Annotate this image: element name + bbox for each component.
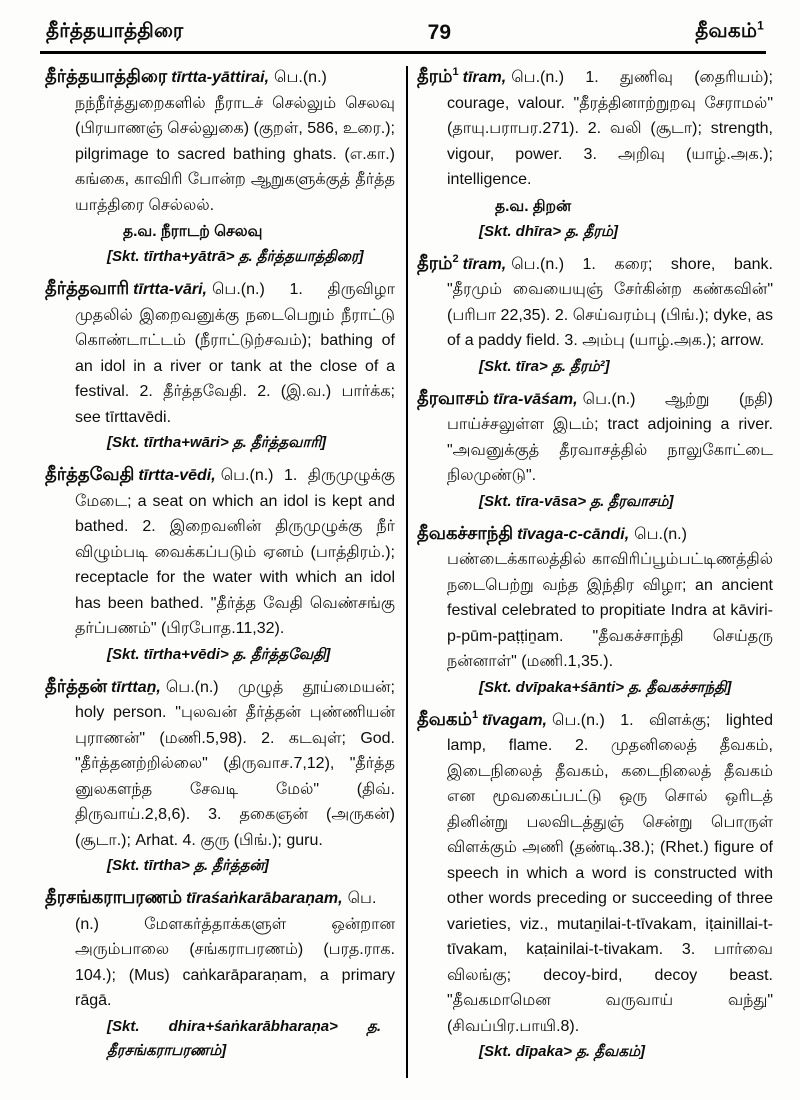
entry-definition — [417, 386, 773, 489]
entry-headword: தீர்த்தவாரி — [45, 278, 130, 298]
entry-etymology: [Skt. dhīra> த. தீரம்] — [479, 222, 618, 240]
entry-body-text: பெ.(n.) பண்டைக்காலத்தில் காவிரிப்பூம்பட்டிணத்தில் நடைபெற்று வந்த இந்திர விழா; an ancient festival celebrated to propitiate Indra at kāviri-p-pūm-paṭṭiṉam. "தீவகச்சாந்தி செய்தரு நன்னாள்" (மணி.1,35.). — [447, 525, 773, 670]
page-content — [45, 64, 773, 1078]
entry-headword: தீரவாசம் — [417, 387, 490, 408]
entry-etymology: [Skt. dvīpaka+śānti> த. தீவகச்சாந்தி] — [479, 678, 732, 696]
entry-tiravasam — [417, 386, 773, 514]
entry-body-text: பெ.(n.) 1. திருவிழா முதலில் இறைவனுக்கு நடைபெறும் நீராட்டு கொண்டாட்டம் (நீராட்டுற்சவம்); bathing of an idol in a river or tank at the close of a festival. 2. தீர்த்தவேதி. 2. (இ.வ.) பார்க்க; see tīrttavēdi. — [75, 281, 395, 426]
entry-tivagam-1 — [417, 707, 773, 1065]
entry-headword: தீர்த்தன் — [45, 675, 108, 696]
entry-body-text: பெ.(n.) முழுத் தூய்மையன்; holy person. "புலவன் தீர்த்தன் புண்ணியன் புராணன்" (மணி.5,98). 2. கடவுள்; God. "தீர்த்தனற்றில்லை" (திருவாச.7,12), "தீர்த்த னுலகளந்த சேவடி மேல்" (திவ். திருவாய்.2,8,6). 3. தகைஞன் (அருகன்) (சூடா.); Arhat. 4. குரு (பிங்.); guru. — [75, 678, 395, 849]
entry-tivagaccandi — [417, 521, 773, 700]
page-number: 79 — [427, 21, 452, 44]
entry-transliteration: tīraśaṅkarābaraṇam, — [186, 890, 343, 907]
entry-headword: தீர்த்தயாத்திரை — [45, 66, 168, 86]
header-guide-word-right-sup: 1 — [757, 18, 764, 33]
entry-etymology: [Skt. tīra-vāsa> த. தீரவாசம்] — [479, 492, 674, 510]
right-column — [417, 64, 773, 1078]
header-guide-word-right — [695, 20, 764, 45]
entry-etymology: [Skt. tīrtha+wāri> த. தீர்த்தவாரி] — [107, 434, 327, 451]
entry-tamil-equivalent: த.வ. திறன் — [495, 197, 572, 215]
header-rule — [40, 51, 766, 54]
entry-transliteration: tīrttaṉ, — [111, 678, 161, 696]
entry-tirttavari — [45, 276, 395, 455]
entry-headword: தீரம்$^1$ — [417, 66, 459, 86]
entry-headword: தீவகம்$^1$ — [417, 708, 479, 729]
entry-etymology: [Skt. tīrtha> த. தீர்த்தன்] — [107, 857, 269, 874]
header-guide-word-left: தீர்த்தயாத்திரை — [46, 20, 184, 42]
entry-definition — [45, 674, 395, 854]
entry-tirttavedi — [45, 462, 395, 667]
entry-transliteration: tīrtta-yāttirai, — [171, 69, 270, 86]
entry-tiram-2 — [417, 251, 773, 379]
entry-etymology: [Skt. dhira+śaṅkarābharaṇa> த. தீரசங்கராபரணம்] — [107, 1017, 381, 1059]
entry-transliteration: tīrtta-vāri, — [133, 281, 207, 298]
page-header — [46, 20, 764, 45]
entry-tirttayattirai — [45, 64, 395, 269]
entry-etymology: [Skt. tīra> த. தீரம்²] — [479, 357, 610, 375]
entry-transliteration: tīram, — [462, 255, 507, 273]
entry-body-text: பெ.(n.) 1. கரை; shore, bank. "தீரமும் வையையுஞ் சேர்கின்ற கண்கவின்" (பரிபா 22,35). 2. செய்வரம்பு (பிங்.); dyke, as of a paddy field. 3. அம்பு (யாழ்.அக.); arrow. — [447, 255, 773, 349]
entry-definition — [417, 251, 773, 354]
entry-definition — [45, 276, 395, 430]
entry-etymology: [Skt. dīpaka> த. தீவகம்] — [479, 1043, 646, 1060]
entry-transliteration: tīra-vāśam, — [493, 390, 578, 408]
entry-definition — [417, 64, 773, 193]
entry-body-text: பெ.(n.) மேளகர்த்தாக்களுள் ஒன்றான அரும்பாலை (சங்கராபரணம்) (பரத.ராக. 104.); (Mus) caṅkarāparaṇam, a primary rāgā. — [75, 890, 395, 1009]
entry-definition — [45, 64, 395, 218]
entry-etymology: [Skt. tīrtha+vēdi> த. தீர்த்தவேதி] — [107, 645, 331, 663]
entry-body-text: பெ.(n.) ஆற்று (நதி) பாய்ச்சலுள்ள இடம்; tract adjoining a river. "அவனுக்குத் தீரவாசத்தில் நாலுகோட்டை நிலமுண்டு". — [447, 390, 773, 484]
entry-headword: தீர்த்தவேதி — [45, 464, 135, 484]
header-guide-word-right-text: தீவகம் — [695, 20, 758, 42]
entry-body-text: பெ.(n.) 1. விளக்கு; lighted lamp, flame. 2. முதனிலைத் தீவகம், இடைநிலைத் தீவகம், கடைநிலைத் தீவகம் என மூவகைப்பட்டு ஒரு சொல் ஒரிடத் தினின்று பலவிடத்துஞ் சென்று பொருள் விளக்கும் அணி (தண்டி.38.); (Rhet.) figure of speech in which a word is constructed with other words preceding or succeeding of three varieties, viz., mutaṉilai-t-tīvakam, iṭainillai-t-tīvakam, kaṭainilai-t-tivakam. 3. பார்வை விலங்கு; decoy-bird, decoy beast. "தீவகமாமென வருவாய் வந்து" (சிவப்பிர.பாயி.8). — [447, 711, 773, 1035]
entry-definition — [45, 462, 395, 642]
entry-transliteration: tīvaga-c-cāndi, — [517, 525, 630, 543]
entry-tirasankarabaranam — [45, 885, 395, 1063]
entry-headword: தீரசங்கராபரணம் — [45, 887, 183, 907]
left-column — [45, 64, 395, 1078]
entry-tamil-equivalent: த.வ. நீராடற் செலவு — [123, 223, 263, 240]
entry-transliteration: tīram, — [462, 69, 507, 86]
column-divider-rule — [406, 66, 408, 1078]
entry-transliteration: tīvagam, — [482, 711, 547, 729]
entry-headword: தீவகச்சாந்தி — [417, 522, 514, 543]
entry-definition — [417, 521, 773, 675]
entry-definition — [417, 707, 773, 1040]
entry-etymology: [Skt. tīrtha+yātrā> த. தீர்த்தயாத்திரை] — [107, 248, 364, 265]
entry-body-text: பெ.(n.) 1. திருமுழுக்கு மேடை; a seat on which an idol is kept and bathed. 2. இறைவனின் திருமுழுக்கு நீர் விழும்படி வைக்கப்படும் ஏனம் (பாத்திரம்.); receptacle for the water with which an idol has been bathed. "தீர்த்த வேதி வெண்சங்கு தர்ப்பணம்" (பிரபோத.11,32). — [75, 467, 395, 637]
entry-tirttan — [45, 674, 395, 879]
entry-transliteration: tīrtta-vēdi, — [138, 467, 216, 484]
entry-body-text: பெ.(n.) நந்நீர்த்துறைகளில் நீராடச் செல்லும் செலவு (பிரயாணஞ் செல்லுகை) (குறள், 586, உரை.); pilgrimage to sacred bathing ghats. (எ.கா.) கங்கை, காவிரி போன்ற ஆறுகளுக்குத் தீர்த்த யாத்திரை செல்லல். — [75, 69, 395, 214]
entry-tiram-1 — [417, 64, 773, 244]
entry-body-text: பெ.(n.) 1. துணிவு (தைரியம்); courage, valour. "தீரத்தினாற்றுறவு சேராமல்" (தாயு.பராபர.271). 2. வலி (சூடா); strength, vigour, power. 3. அறிவு (யாழ்.அக.); intelligence. — [447, 69, 773, 188]
entry-headword: தீரம்$^2$ — [417, 252, 459, 273]
entry-definition — [45, 885, 395, 1014]
